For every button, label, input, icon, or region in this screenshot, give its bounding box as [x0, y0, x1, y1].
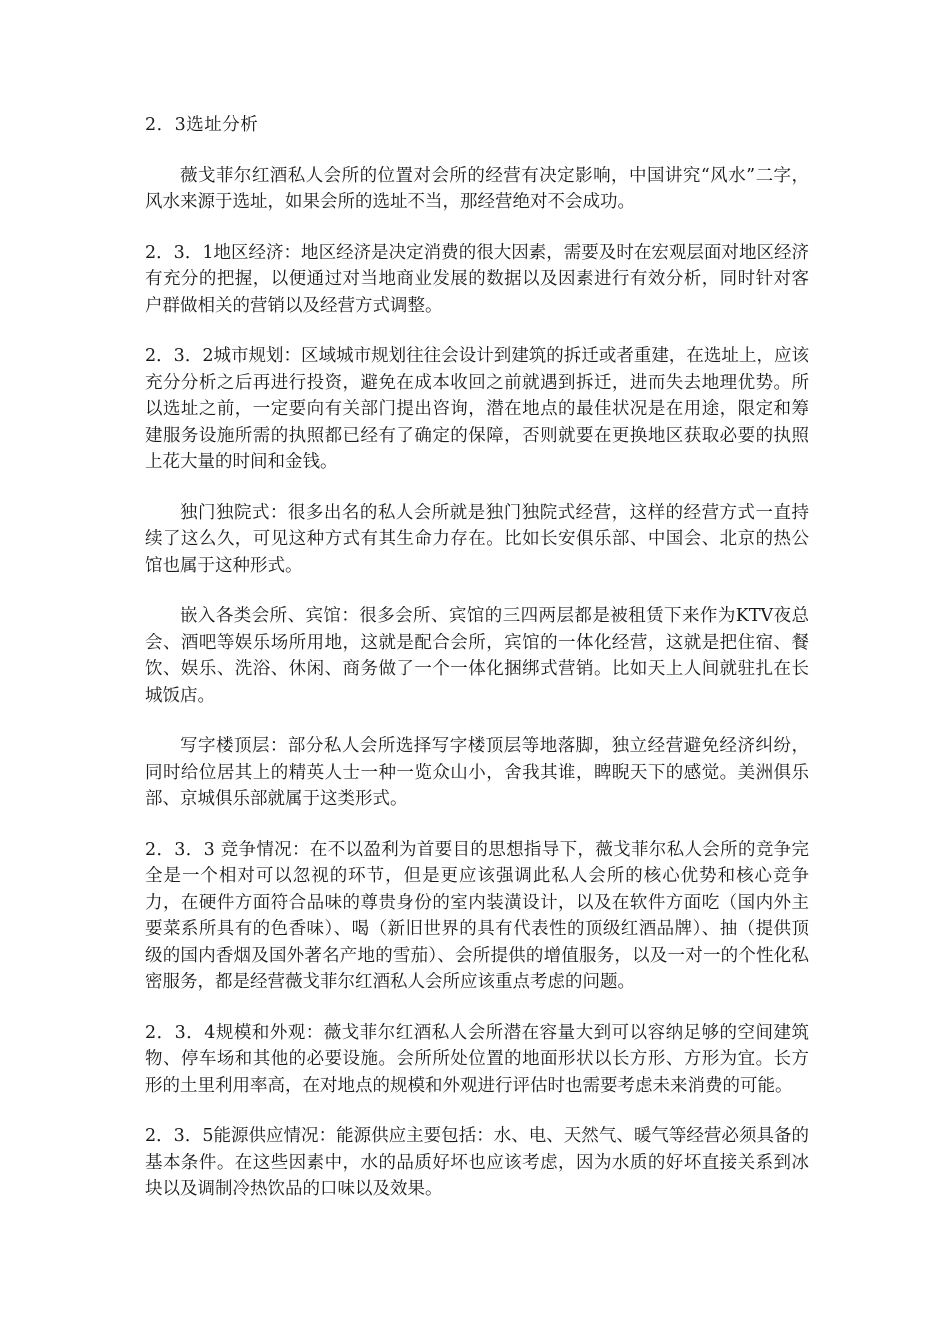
paragraph-office-top-floor: 写字楼顶层：部分私人会所选择写字楼顶层等地落脚，独立经营避免经济纠纷，同时给位居其上的精英人士一种一览众山小，舍我其谁，睥睨天下的感觉。美洲俱乐部、京城俱乐部就属于这类形式。 [145, 736, 809, 809]
paragraph-competition: 2．3．3 竞争情况：在不以盈利为首要目的思想指导下，薇戈菲尔私人会所的竞争完全是一个相对可以忽视的环节，但是更应该强调此私人会所的核心优势和核心竞争力，在硬件方面符合品味的尊贵身份的室内装潢设计，以及在软件方面吃（国内外主要菜系所具有的色香味）、喝（新旧世界的具有代表性的顶级红酒品牌）、抽（提供顶级的国内香烟及国外著名产地的雪茄）、会所提供的增值服务，以及一对一的个性化私密服务，都是经营薇戈菲尔红酒私人会所应该重点考虑的问题。 [145, 839, 809, 992]
paragraph-embedded-hotels: 嵌入各类会所、宾馆：很多会所、宾馆的三四两层都是被租赁下来作为KTV夜总会、酒吧等娱乐场所用地，这就是配合会所，宾馆的一体化经营，这就是把住宿、餐饮、娱乐、洗浴、休闲、商务做了一个一体化捆绑式营销。比如天上人间就驻扎在长城饭店。 [145, 606, 809, 706]
paragraph-energy-supply: 2．3．5能源供应情况：能源供应主要包括：水、电、天然气、暖气等经营必须具备的基本条件。在这些因素中，水的品质好坏也应该考虑，因为水质的好坏直接关系到冰块以及调制冷热饮品的口味以及效果。 [145, 1126, 809, 1199]
paragraph-regional-economy: 2．3．1地区经济：地区经济是决定消费的很大因素，需要及时在宏观层面对地区经济有充分的把握，以便通过对当地商业发展的数据以及因素进行有效分析，同时针对客户群做相关的营销以及经营方式调整。 [145, 242, 809, 316]
section-title: 2．3选址分析 [145, 115, 259, 135]
paragraph-standalone-courtyard: 独门独院式：很多出名的私人会所就是独门独院式经营，这样的经营方式一直持续了这么久，可见这种方式有其生命力存在。比如长安俱乐部、中国会、北京的热公馆也属于这种形式。 [145, 502, 809, 576]
paragraph-intro: 薇戈菲尔红酒私人会所的位置对会所的经营有决定影响，中国讲究“风水”二字，风水来源于选址，如果会所的选址不当，那经营绝对不会成功。 [145, 165, 809, 212]
paragraph-scale-appearance: 2．3．4规模和外观：薇戈菲尔红酒私人会所潜在容量大到可以容纳足够的空间建筑物、停车场和其他的必要设施。会所所处位置的地面形状以长方形、方形为宜。长方形的土里利用率高，在对地点的规模和外观进行评估时也需要考虑未来消费的可能。 [145, 1022, 809, 1096]
paragraph-urban-planning: 2．3．2城市规划：区域城市规划往往会设计到建筑的拆迁或者重建，在选址上，应该充分分析之后再进行投资，避免在成本收回之前就遇到拆迁，进而失去地理优势。所以选址之前，一定要向有关部门提出咨询，潜在地点的最佳状况是在用途，限定和筹建服务设施所需的执照都已经有了确定的保障，否则就要在更换地区获取必要的执照上花大量的时间和金钱。 [145, 346, 809, 472]
document-body [145, 112, 809, 1227]
